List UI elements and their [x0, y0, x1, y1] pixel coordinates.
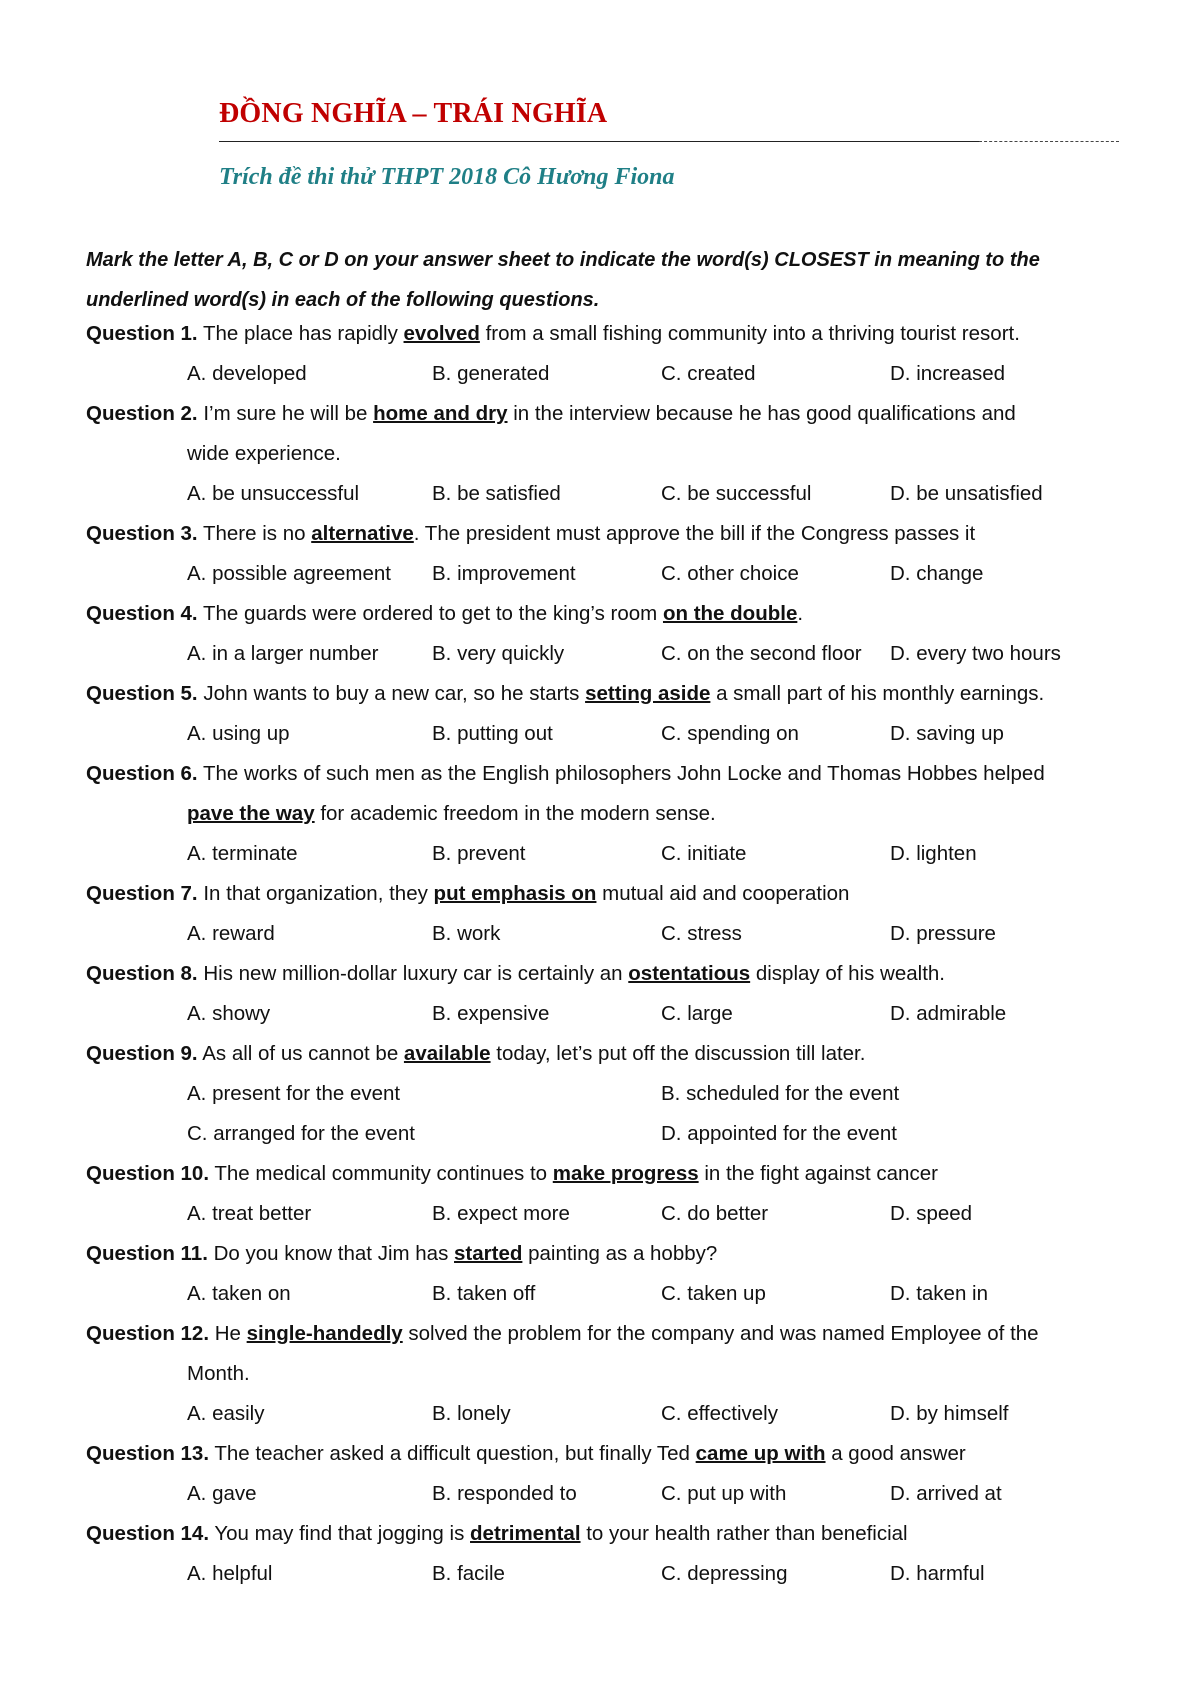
question-3	[86, 514, 1126, 554]
option-d[interactable]: D. arrived at	[890, 1482, 1002, 1505]
underlined-word: available	[403, 1042, 491, 1065]
option-c[interactable]: C. be successful	[661, 482, 812, 505]
question-text: painting as a hobby?	[522, 1242, 718, 1265]
option-b[interactable]: B. expect more	[432, 1202, 570, 1225]
option-a[interactable]: A. terminate	[187, 842, 298, 865]
option-a[interactable]: A. present for the event	[187, 1082, 401, 1105]
option-a[interactable]: A. developed	[187, 362, 307, 385]
question-text: The place has rapidly	[197, 322, 404, 345]
option-b[interactable]: B. be satisfied	[432, 482, 561, 505]
question-number: Question 6.	[86, 762, 198, 785]
option-b[interactable]: B. putting out	[432, 722, 553, 745]
option-b[interactable]: B. taken off	[432, 1282, 536, 1305]
question-text: solved the problem for the company and was named Employee of the	[402, 1322, 1039, 1345]
page-subtitle: Trích đề thi thử THPT 2018 Cô Hương Fiona	[219, 164, 675, 190]
option-b[interactable]: B. facile	[432, 1562, 505, 1585]
options-row	[187, 634, 1127, 674]
underlined-word: make progress	[552, 1162, 699, 1185]
underlined-word: detrimental	[470, 1522, 581, 1545]
question-text: a small part of his monthly earnings.	[710, 682, 1045, 705]
question-number: Question 3.	[86, 522, 198, 545]
question-9	[86, 1034, 1126, 1074]
underlined-word: evolved	[403, 322, 480, 345]
question-text: . The president must approve the bill if the Congress passes it	[413, 522, 976, 545]
question-text: There is no	[197, 522, 312, 545]
question-text: for academic freedom in the modern sense.	[314, 802, 716, 825]
underlined-word: came up with	[695, 1442, 826, 1465]
question-continuation: wide experience.	[187, 442, 341, 465]
option-d[interactable]: D. increased	[890, 362, 1006, 385]
question-14	[86, 1514, 1126, 1554]
question-7	[86, 874, 1126, 914]
options-row	[187, 1394, 1127, 1434]
question-text: The works of such men as the English philosophers John Locke and Thomas Hobbes helped	[197, 762, 1045, 785]
question-text: from a small fishing community into a thriving tourist resort.	[479, 322, 1020, 345]
instruction-line: underlined word(s) in each of the following questions.	[86, 289, 600, 311]
instruction	[86, 240, 1126, 320]
option-d[interactable]: D. speed	[890, 1202, 973, 1225]
question-continuation	[86, 794, 1126, 834]
question-10	[86, 1154, 1126, 1194]
option-a[interactable]: A. using up	[187, 722, 290, 745]
underlined-word: ostentatious	[628, 962, 751, 985]
options-row	[187, 1554, 1127, 1594]
option-d[interactable]: D. every two hours	[890, 642, 1061, 665]
title-rule-dashed	[979, 141, 1119, 142]
options-row	[187, 1274, 1127, 1314]
question-number: Question 8.	[86, 962, 198, 985]
option-b[interactable]: B. generated	[432, 362, 550, 385]
option-a[interactable]: A. reward	[187, 922, 275, 945]
option-a[interactable]: A. in a larger number	[187, 642, 379, 665]
question-text: in the fight against cancer	[698, 1162, 938, 1185]
options-row	[187, 1474, 1127, 1514]
question-text: Do you know that Jim has	[207, 1242, 455, 1265]
question-text: display of his wealth.	[750, 962, 946, 985]
question-8	[86, 954, 1126, 994]
question-number: Question 4.	[86, 602, 198, 625]
underlined-word: setting aside	[585, 682, 711, 705]
options-row	[187, 994, 1127, 1034]
question-text: today, let’s put off the discussion till later.	[490, 1042, 866, 1065]
question-number: Question 13.	[86, 1442, 210, 1465]
option-c[interactable]: C. effectively	[661, 1402, 778, 1425]
option-b[interactable]: B. prevent	[432, 842, 526, 865]
question-12	[86, 1314, 1126, 1394]
question-text: mutual aid and cooperation	[596, 882, 850, 905]
options-row	[187, 554, 1127, 594]
question-text: a good answer	[825, 1442, 966, 1465]
option-c[interactable]: C. do better	[661, 1202, 769, 1225]
question-text: The teacher asked a difficult question, but finally Ted	[209, 1442, 696, 1465]
underlined-word: pave the way	[187, 802, 315, 825]
options-row	[187, 914, 1127, 954]
question-13	[86, 1434, 1126, 1474]
option-b[interactable]: B. improvement	[432, 562, 576, 585]
underlined-word: put emphasis on	[433, 882, 597, 905]
question-5	[86, 674, 1126, 714]
question-text: The guards were ordered to get to the king’s room	[197, 602, 663, 625]
options-row	[187, 1074, 1127, 1114]
underlined-word: alternative	[311, 522, 414, 545]
option-a[interactable]: A. easily	[187, 1402, 265, 1425]
question-2	[86, 394, 1126, 474]
option-c[interactable]: C. taken up	[661, 1282, 766, 1305]
question-text: You may find that jogging is	[209, 1522, 471, 1545]
options-row	[187, 474, 1127, 514]
option-d[interactable]: D. saving up	[890, 722, 1004, 745]
options-row	[187, 1194, 1127, 1234]
question-text: in the interview because he has good qualifications and	[507, 402, 1016, 425]
option-c[interactable]: C. spending on	[661, 722, 799, 745]
underlined-word: started	[454, 1242, 523, 1265]
question-continuation: Month.	[187, 1362, 250, 1385]
question-text: John wants to buy a new car, so he starts	[197, 682, 586, 705]
question-4	[86, 594, 1126, 634]
option-d[interactable]: D. harmful	[890, 1562, 985, 1585]
option-b[interactable]: B. expensive	[432, 1002, 550, 1025]
option-c[interactable]: C. put up with	[661, 1482, 787, 1505]
option-d[interactable]: D. be unsatisfied	[890, 482, 1043, 505]
option-a[interactable]: A. treat better	[187, 1202, 312, 1225]
instruction-line: Mark the letter A, B, C or D on your answer sheet to indicate the word(s) CLOSEST in meaning to the	[86, 249, 1040, 271]
option-d[interactable]: D. lighten	[890, 842, 977, 865]
option-c[interactable]: C. initiate	[661, 842, 747, 865]
question-text: As all of us cannot be	[197, 1042, 404, 1065]
underlined-word: on the double	[662, 602, 798, 625]
option-a[interactable]: A. be unsuccessful	[187, 482, 360, 505]
option-c[interactable]: C. created	[661, 362, 756, 385]
option-a[interactable]: A. taken on	[187, 1282, 291, 1305]
question-text: His new million-dollar luxury car is certainly an	[197, 962, 629, 985]
option-c[interactable]: C. on the second floor	[661, 642, 862, 665]
question-number: Question 7.	[86, 882, 198, 905]
option-a[interactable]: A. showy	[187, 1002, 271, 1025]
page-title: ĐỒNG NGHĨA – TRÁI NGHĨA	[219, 98, 608, 129]
question-text: to your health rather than beneficial	[580, 1522, 908, 1545]
option-b[interactable]: B. work	[432, 922, 501, 945]
question-text: He	[209, 1322, 247, 1345]
option-c[interactable]: C. stress	[661, 922, 742, 945]
option-c[interactable]: C. depressing	[661, 1562, 788, 1585]
option-b[interactable]: B. responded to	[432, 1482, 577, 1505]
question-number: Question 1.	[86, 322, 198, 345]
options-row	[187, 834, 1127, 874]
question-text: I’m sure he will be	[197, 402, 374, 425]
question-text: In that organization, they	[197, 882, 434, 905]
option-d[interactable]: D. change	[890, 562, 984, 585]
option-d[interactable]: D. admirable	[890, 1002, 1007, 1025]
question-number: Question 2.	[86, 402, 198, 425]
question-number: Question 14.	[86, 1522, 210, 1545]
question-11	[86, 1234, 1126, 1274]
option-d[interactable]: D. appointed for the event	[661, 1122, 897, 1145]
options-row	[187, 1114, 1127, 1154]
title-rule	[219, 141, 979, 142]
option-d[interactable]: D. pressure	[890, 922, 996, 945]
question-text: The medical community continues to	[209, 1162, 553, 1185]
option-d[interactable]: D. taken in	[890, 1282, 988, 1305]
underlined-word: single-handedly	[246, 1322, 403, 1345]
option-b[interactable]: B. very quickly	[432, 642, 565, 665]
option-a[interactable]: A. gave	[187, 1482, 257, 1505]
question-1	[86, 314, 1126, 354]
question-number: Question 9.	[86, 1042, 198, 1065]
question-6	[86, 754, 1126, 834]
option-c[interactable]: C. large	[661, 1002, 733, 1025]
option-a[interactable]: A. possible agreement	[187, 562, 391, 585]
option-d[interactable]: D. by himself	[890, 1402, 1009, 1425]
question-number: Question 11.	[86, 1242, 208, 1265]
option-c[interactable]: C. other choice	[661, 562, 799, 585]
option-b[interactable]: B. lonely	[432, 1402, 511, 1425]
options-row	[187, 714, 1127, 754]
question-number: Question 5.	[86, 682, 198, 705]
option-c[interactable]: C. arranged for the event	[187, 1122, 415, 1145]
question-text: .	[797, 602, 804, 625]
option-a[interactable]: A. helpful	[187, 1562, 273, 1585]
option-b[interactable]: B. scheduled for the event	[661, 1082, 900, 1105]
question-number: Question 10.	[86, 1162, 210, 1185]
options-row	[187, 354, 1127, 394]
underlined-word: home and dry	[373, 402, 508, 425]
question-number: Question 12.	[86, 1322, 210, 1345]
